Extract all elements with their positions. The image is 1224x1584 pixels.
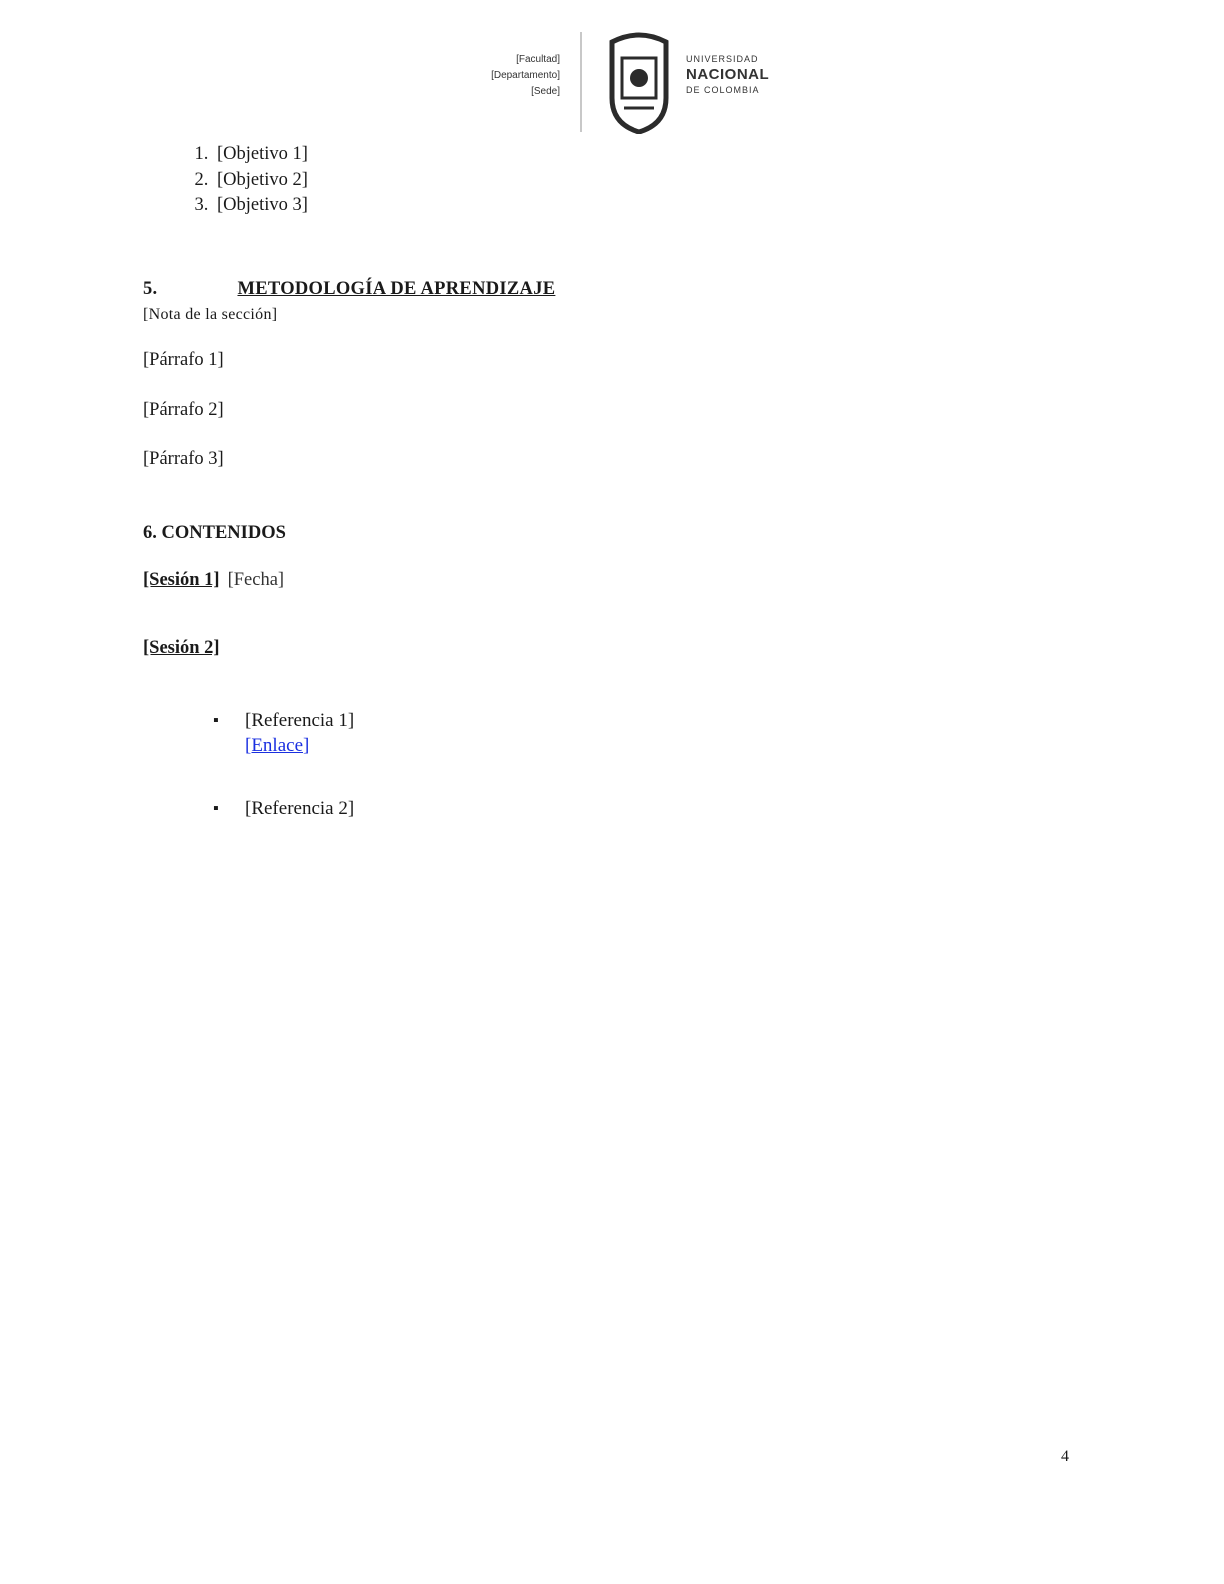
reference-text: [Referencia 1]: [245, 709, 355, 731]
section-5-note: [Nota de la sección]: [143, 306, 278, 324]
university-name-line-1: UNIVERSIDAD: [686, 54, 759, 64]
university-crest-icon: [606, 28, 672, 134]
reference-item: [213, 796, 1068, 821]
session-1: [143, 568, 1068, 594]
section-6-heading: 6. CONTENIDOS: [143, 522, 286, 543]
letterhead-line-1: [Facultad]: [516, 54, 560, 65]
reference-list: [143, 708, 1068, 821]
university-name-line-2: NACIONAL: [686, 66, 770, 83]
reference-text: [Referencia 2]: [245, 797, 355, 819]
letterhead-line-2: [Departamento]: [491, 70, 560, 81]
letterhead: [0, 28, 1224, 136]
reference-link[interactable]: [Enlace]: [245, 734, 310, 756]
objectives-list: [143, 142, 1068, 219]
objective-item: 2. [Objetivo 2]: [213, 168, 1068, 194]
session-2: [143, 636, 1068, 662]
methodology-paragraph-1: [Párrafo 1]: [143, 349, 224, 370]
letterhead-right: [686, 54, 769, 95]
university-name-line-3: DE COLOMBIA: [686, 85, 760, 95]
section-5-title: METODOLOGÍA DE APRENDIZAJE: [237, 278, 556, 299]
letterhead-line-3: [Sede]: [531, 86, 560, 97]
session-1-title: [Sesión 1]: [143, 570, 220, 591]
methodology-paragraph-2: [Párrafo 2]: [143, 399, 224, 420]
session-2-title: [Sesión 2]: [143, 637, 220, 658]
letterhead-divider: [580, 32, 582, 132]
section-5-heading: [143, 277, 1068, 328]
objective-item: 1. [Objetivo 1]: [213, 142, 1068, 168]
objective-item: 3. [Objetivo 3]: [213, 193, 1068, 219]
section-5-number: 5.: [143, 278, 158, 299]
document-body: [143, 142, 1068, 859]
methodology-paragraph-3: [Párrafo 3]: [143, 449, 224, 470]
session-1-date: [Fecha]: [227, 570, 285, 591]
page-number: 4: [1061, 1448, 1069, 1465]
reference-item: [213, 708, 1068, 758]
letterhead-left: [491, 52, 560, 100]
